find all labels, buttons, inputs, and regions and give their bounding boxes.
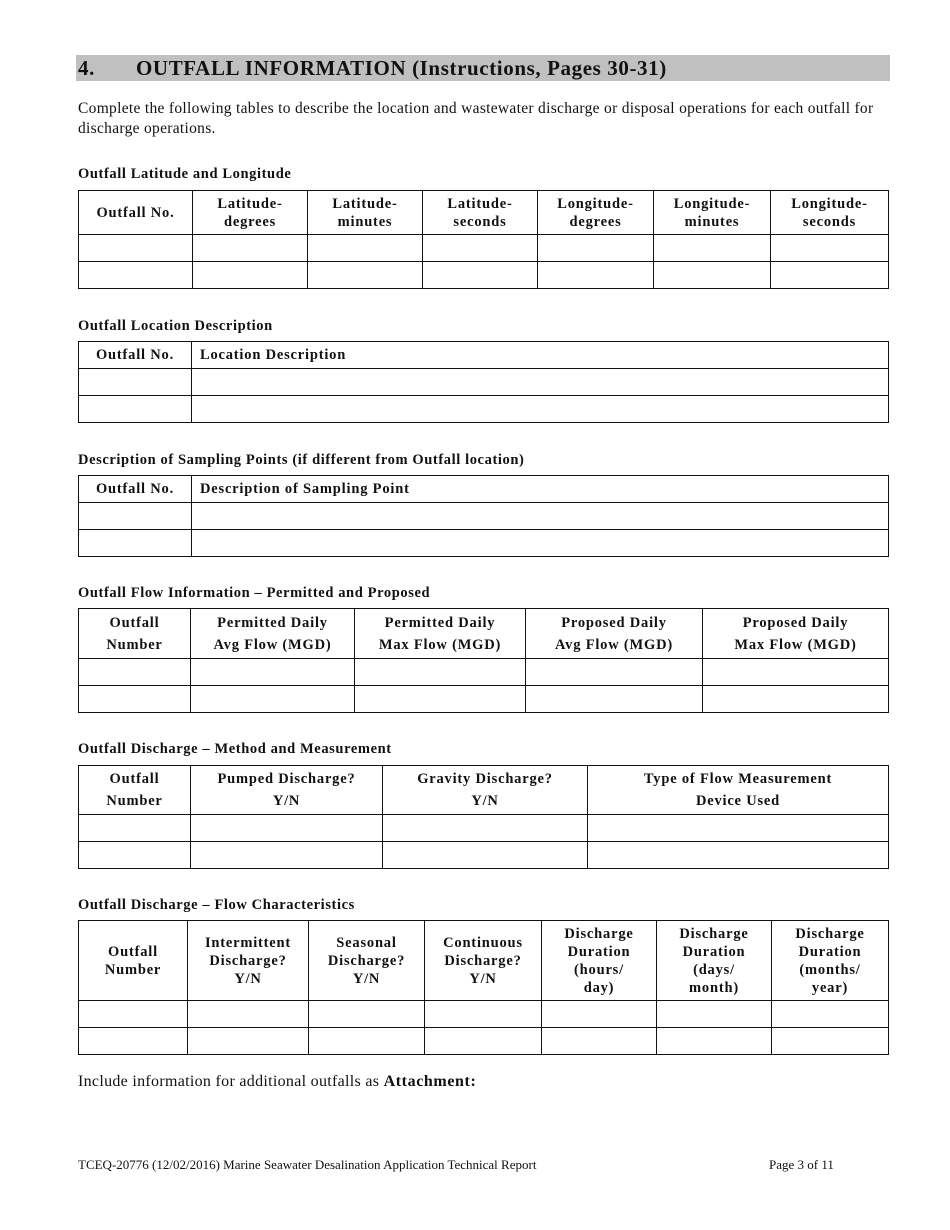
lat-long-header-long-degrees: Longitude- degrees [538, 191, 654, 235]
flow-info-header-permitted-max: Permitted Daily Max Flow (MGD) [355, 609, 526, 659]
table-row [79, 503, 889, 530]
form-cell[interactable] [355, 686, 526, 713]
table-row [79, 1028, 889, 1055]
form-cell[interactable] [191, 686, 355, 713]
table-row [79, 369, 889, 396]
lat-long-header-outfall-no: Outfall No. [79, 191, 193, 235]
form-cell[interactable] [309, 1001, 425, 1028]
lat-long-header-long-seconds: Longitude- seconds [771, 191, 889, 235]
form-cell[interactable] [308, 235, 423, 262]
form-cell[interactable] [772, 1028, 889, 1055]
footer-form-id: TCEQ-20776 (12/02/2016) Marine Seawater Desalination Application Technical Report [78, 1157, 537, 1172]
form-cell[interactable] [79, 1028, 188, 1055]
form-cell[interactable] [191, 842, 383, 869]
location-table [78, 341, 889, 423]
table-row [79, 530, 889, 557]
characteristics-header-intermittent: Intermittent Discharge? Y/N [188, 921, 309, 1001]
form-cell[interactable] [654, 235, 771, 262]
form-cell[interactable] [703, 686, 889, 713]
intro-text: Complete the following tables to describe the location and wastewater discharge or disposal operations for each outfall for discharge operations. [78, 100, 874, 137]
form-cell[interactable] [771, 262, 889, 289]
form-cell[interactable] [193, 235, 308, 262]
form-cell[interactable] [79, 815, 191, 842]
location-header-outfall-no: Outfall No. [79, 342, 192, 369]
method-table [78, 765, 889, 869]
sampling-table-title: Description of Sampling Points (if different from Outfall location) [78, 452, 525, 468]
method-header-gravity: Gravity Discharge? Y/N [383, 766, 588, 815]
lat-long-table-title: Outfall Latitude and Longitude [78, 166, 292, 182]
characteristics-header-continuous: Continuous Discharge? Y/N [425, 921, 542, 1001]
form-cell[interactable] [192, 503, 889, 530]
form-cell[interactable] [79, 369, 192, 396]
section-title: OUTFALL INFORMATION (Instructions, Pages 30-31) [136, 56, 667, 80]
form-cell[interactable] [191, 659, 355, 686]
form-cell[interactable] [383, 842, 588, 869]
footer-page-number: Page 3 of 11 [769, 1157, 834, 1172]
table-row [79, 842, 889, 869]
form-cell[interactable] [188, 1028, 309, 1055]
form-cell[interactable] [772, 1001, 889, 1028]
form-cell[interactable] [423, 235, 538, 262]
method-header-pumped: Pumped Discharge? Y/N [191, 766, 383, 815]
flow-info-header-outfall-number: Outfall Number [79, 609, 191, 659]
form-cell[interactable] [526, 686, 703, 713]
sampling-table [78, 475, 889, 557]
form-cell[interactable] [526, 659, 703, 686]
form-cell[interactable] [538, 235, 654, 262]
form-cell[interactable] [771, 235, 889, 262]
form-cell[interactable] [79, 396, 192, 423]
characteristics-header-outfall-number: Outfall Number [79, 921, 188, 1001]
form-cell[interactable] [192, 530, 889, 557]
form-cell[interactable] [192, 396, 889, 423]
lat-long-header-lat-seconds: Latitude- seconds [423, 191, 538, 235]
form-cell[interactable] [79, 659, 191, 686]
lat-long-header-long-minutes: Longitude- minutes [654, 191, 771, 235]
form-cell[interactable] [588, 842, 889, 869]
table-row [79, 235, 889, 262]
lat-long-header-lat-degrees: Latitude- degrees [193, 191, 308, 235]
form-cell[interactable] [542, 1028, 657, 1055]
form-cell[interactable] [188, 1001, 309, 1028]
form-cell[interactable] [538, 262, 654, 289]
table-row [79, 262, 889, 289]
form-cell[interactable] [79, 1001, 188, 1028]
form-cell[interactable] [588, 815, 889, 842]
form-cell[interactable] [542, 1001, 657, 1028]
flow-info-table-title: Outfall Flow Information – Permitted and Proposed [78, 585, 431, 601]
form-cell[interactable] [654, 262, 771, 289]
characteristics-header-hours-day: Discharge Duration (hours/ day) [542, 921, 657, 1001]
form-cell[interactable] [309, 1028, 425, 1055]
attachment-label: Attachment: [383, 1073, 477, 1090]
section-number: 4. [78, 56, 95, 80]
method-header-outfall-number: Outfall Number [79, 766, 191, 815]
method-table-title: Outfall Discharge – Method and Measurement [78, 741, 392, 757]
form-cell[interactable] [193, 262, 308, 289]
sampling-header-outfall-no: Outfall No. [79, 476, 192, 503]
form-cell[interactable] [79, 235, 193, 262]
form-cell[interactable] [423, 262, 538, 289]
location-table-title: Outfall Location Description [78, 318, 273, 334]
form-cell[interactable] [703, 659, 889, 686]
flow-info-header-permitted-avg: Permitted Daily Avg Flow (MGD) [191, 609, 355, 659]
location-header-description: Location Description [192, 342, 889, 369]
form-cell[interactable] [79, 503, 192, 530]
form-cell[interactable] [657, 1028, 772, 1055]
characteristics-table-title: Outfall Discharge – Flow Characteristics [78, 897, 355, 913]
flow-info-header-proposed-max: Proposed Daily Max Flow (MGD) [703, 609, 889, 659]
method-header-measurement-device: Type of Flow Measurement Device Used [588, 766, 889, 815]
form-cell[interactable] [425, 1001, 542, 1028]
table-row [79, 659, 889, 686]
flow-info-table [78, 608, 889, 713]
attachment-text: Include information for additional outfalls as [78, 1073, 384, 1090]
section-header [76, 55, 890, 81]
form-cell[interactable] [191, 815, 383, 842]
table-row [79, 686, 889, 713]
characteristics-header-seasonal: Seasonal Discharge? Y/N [309, 921, 425, 1001]
form-cell[interactable] [308, 262, 423, 289]
form-cell[interactable] [79, 530, 192, 557]
lat-long-table [78, 190, 889, 289]
form-cell[interactable] [79, 262, 193, 289]
form-cell[interactable] [79, 842, 191, 869]
attachment-note [78, 1073, 476, 1091]
flow-info-header-proposed-avg: Proposed Daily Avg Flow (MGD) [526, 609, 703, 659]
table-row [79, 815, 889, 842]
form-cell[interactable] [425, 1028, 542, 1055]
table-row [79, 1001, 889, 1028]
form-cell[interactable] [192, 369, 889, 396]
form-cell[interactable] [657, 1001, 772, 1028]
form-cell[interactable] [355, 659, 526, 686]
characteristics-header-days-month: Discharge Duration (days/ month) [657, 921, 772, 1001]
lat-long-header-lat-minutes: Latitude- minutes [308, 191, 423, 235]
table-row [79, 396, 889, 423]
characteristics-table [78, 920, 889, 1055]
form-cell[interactable] [383, 815, 588, 842]
sampling-header-description: Description of Sampling Point [192, 476, 889, 503]
form-cell[interactable] [79, 686, 191, 713]
characteristics-header-months-year: Discharge Duration (months/ year) [772, 921, 889, 1001]
